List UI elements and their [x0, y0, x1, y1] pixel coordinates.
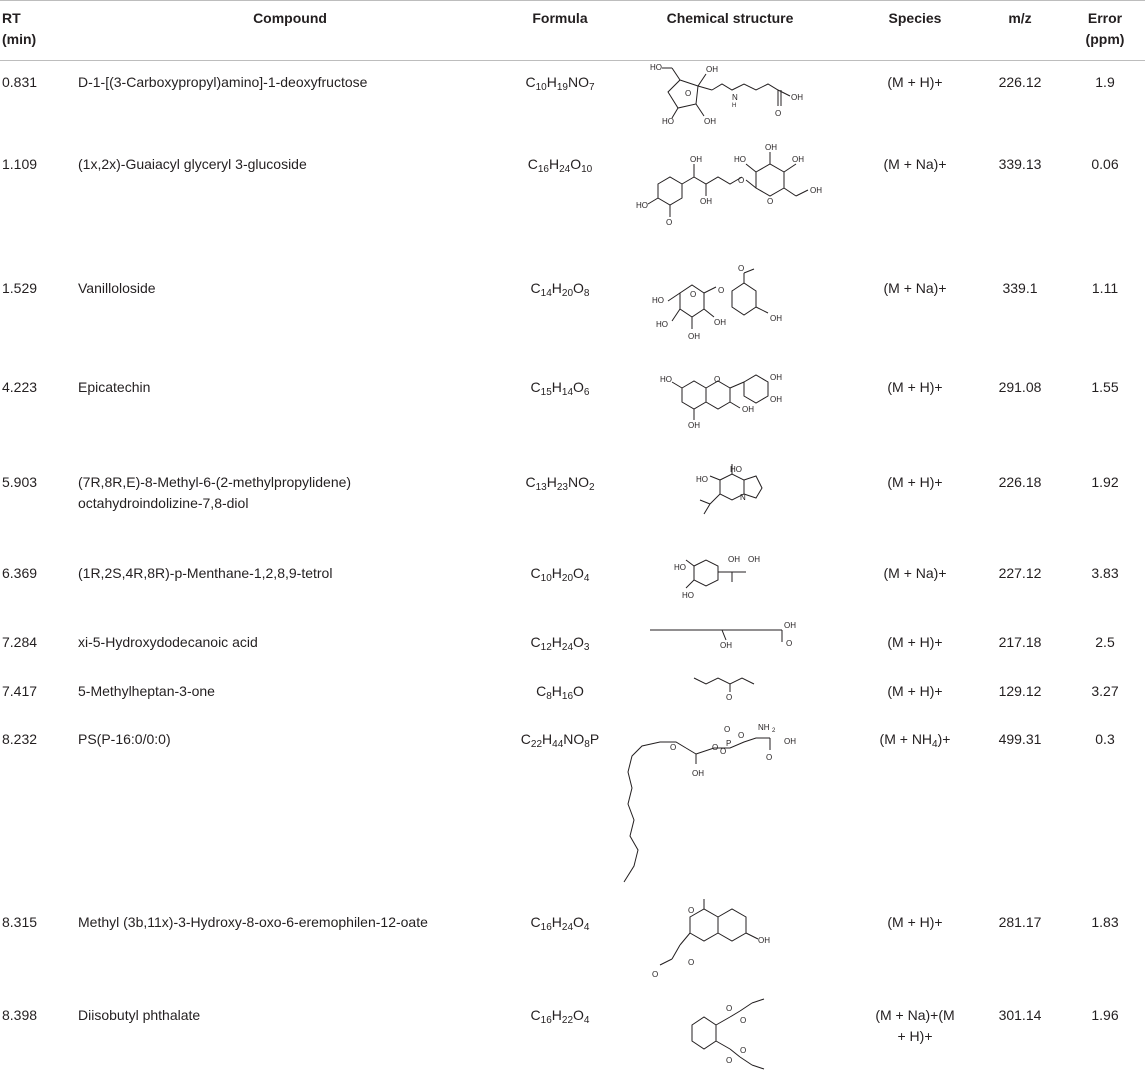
formula-part: 16	[537, 164, 549, 175]
cell-species	[860, 729, 970, 750]
cell-mz: 281.17	[998, 914, 1042, 930]
cell-species	[860, 72, 970, 93]
header-rt: RT (min)	[2, 10, 37, 47]
formula-part: H	[546, 74, 557, 90]
svg-text:O: O	[726, 693, 733, 702]
formula-part: H	[546, 474, 557, 490]
formula-part: (M + H)+	[887, 74, 943, 90]
svg-text:O: O	[690, 290, 697, 299]
cell-error: 0.3	[1095, 731, 1115, 747]
header-error: Error (ppm)	[1085, 10, 1125, 47]
cell-compound	[78, 681, 215, 702]
formula-part: 8	[583, 288, 590, 299]
cell-error: 2.5	[1095, 634, 1115, 650]
svg-text:OH: OH	[688, 421, 700, 430]
formula-part: O	[573, 379, 584, 395]
formula-part: C	[527, 156, 538, 172]
svg-text:O: O	[740, 1046, 747, 1055]
svg-text:HO: HO	[656, 320, 668, 329]
cell-species	[860, 912, 970, 933]
formula-part: O	[570, 156, 582, 172]
svg-text:O: O	[738, 176, 745, 185]
svg-text:OH: OH	[792, 155, 804, 164]
svg-text:OH: OH	[692, 769, 704, 778]
cell-mz: 226.18	[998, 474, 1042, 490]
cell-formula	[495, 278, 625, 299]
svg-text:OH: OH	[706, 65, 718, 74]
formula-part: 19	[556, 82, 568, 93]
cell-compound	[78, 377, 150, 398]
svg-text:NH: NH	[758, 723, 770, 732]
formula-part: 13	[535, 482, 547, 493]
formula-part: 14	[540, 288, 552, 299]
svg-text:OH: OH	[728, 555, 740, 564]
formula-part: (M + H)+	[887, 914, 943, 930]
formula-part: C	[520, 731, 531, 747]
svg-text:OH: OH	[714, 318, 726, 327]
formula-part: C	[536, 683, 547, 699]
formula-part: (M + NH	[879, 731, 933, 747]
cell-formula	[495, 72, 625, 93]
formula-part: 24	[561, 642, 574, 653]
cell-species	[860, 472, 970, 493]
formula-part: )+	[937, 731, 951, 747]
cell-compound	[78, 729, 171, 750]
structure-row-5	[690, 460, 810, 530]
svg-text:HO: HO	[696, 475, 708, 484]
structure-row-7	[648, 620, 818, 660]
formula-part: 4	[583, 1015, 590, 1026]
formula-part: 20	[561, 573, 574, 584]
svg-text:HO: HO	[662, 117, 674, 126]
compound-line: xi-5-Hydroxydodecanoic acid	[78, 634, 258, 650]
formula-part: H	[551, 379, 562, 395]
formula-part: 14	[561, 387, 574, 398]
formula-part: O	[573, 565, 584, 581]
compound-line: Vanilloloside	[78, 280, 156, 296]
compound-line: PS(P-16:0/0:0)	[78, 731, 171, 747]
cell-mz: 129.12	[998, 683, 1042, 699]
cell-formula	[495, 154, 625, 175]
cell-rt: 8.398	[2, 1007, 38, 1023]
compound-line: D-1-[(3-Carboxypropyl)amino]-1-deoxyfructose	[78, 74, 368, 90]
svg-text:OH: OH	[758, 936, 770, 945]
formula-part: C	[525, 74, 536, 90]
svg-text:OH: OH	[690, 155, 702, 164]
svg-text:HO: HO	[682, 591, 694, 600]
formula-part: 2	[588, 482, 595, 493]
svg-text:O: O	[738, 264, 745, 273]
formula-part: H	[551, 634, 562, 650]
top-rule	[0, 0, 1145, 1]
svg-text:P: P	[726, 739, 732, 748]
formula-part: 8	[546, 691, 552, 702]
formula-part: H	[548, 156, 560, 172]
svg-text:O: O	[666, 218, 673, 227]
svg-text:HO: HO	[734, 155, 746, 164]
formula-part: (M + Na)+	[883, 565, 947, 581]
cell-rt: 7.417	[2, 683, 38, 699]
formula-part: 3	[583, 642, 590, 653]
cell-mz: 217.18	[998, 634, 1042, 650]
svg-text:H: H	[732, 103, 737, 109]
species-line: + H)+	[897, 1028, 933, 1044]
svg-text:OH: OH	[770, 395, 782, 404]
formula-part: O	[573, 683, 584, 699]
formula-part: 20	[561, 288, 574, 299]
compound-line: 5-Methylheptan-3-one	[78, 683, 215, 699]
compound-line: Methyl (3b,11x)-3-Hydroxy-8-oxo-6-eremophilen-12-oate	[78, 914, 428, 930]
cell-compound	[78, 1005, 200, 1026]
cell-compound	[78, 912, 428, 933]
cell-rt: 5.903	[2, 474, 38, 490]
formula-part: 22	[561, 1015, 574, 1026]
cell-compound	[78, 154, 307, 175]
structure-row-2	[636, 142, 846, 237]
cell-error: 1.55	[1091, 379, 1119, 395]
svg-text:OH: OH	[791, 93, 803, 102]
formula-part: C	[530, 379, 541, 395]
formula-part: H	[551, 914, 562, 930]
cell-rt: 4.223	[2, 379, 38, 395]
formula-part: O	[573, 914, 584, 930]
formula-part: 12	[540, 642, 552, 653]
formula-part: NO	[563, 731, 585, 747]
header-compound: Compound	[253, 10, 327, 26]
cell-mz: 339.1	[1002, 280, 1038, 296]
compound-line: Epicatechin	[78, 379, 151, 395]
header-mz: m/z	[1008, 10, 1032, 26]
svg-text:HO: HO	[730, 465, 742, 474]
cell-formula	[495, 632, 625, 653]
svg-text:HO: HO	[636, 201, 648, 210]
svg-text:OH: OH	[810, 186, 822, 195]
formula-part: (M + H)+	[887, 379, 943, 395]
svg-text:OH: OH	[688, 332, 700, 341]
svg-text:O: O	[766, 753, 773, 762]
compound-line: Diisobutyl phthalate	[78, 1007, 201, 1023]
svg-text:O: O	[775, 109, 782, 118]
formula-part: H	[542, 731, 553, 747]
svg-text:O: O	[767, 197, 774, 206]
svg-text:OH: OH	[742, 405, 754, 414]
cell-rt: 1.529	[2, 280, 38, 296]
cell-error: 3.27	[1091, 683, 1119, 699]
svg-text:O: O	[726, 1056, 733, 1065]
svg-text:O: O	[724, 725, 731, 734]
svg-text:OH: OH	[720, 641, 732, 650]
cell-formula	[495, 912, 625, 933]
formula-part: 8	[584, 739, 590, 750]
header-formula: Formula	[532, 10, 588, 26]
formula-part: NO	[567, 474, 589, 490]
svg-text:O: O	[712, 743, 719, 752]
formula-part: 4	[583, 922, 590, 933]
formula-part: O	[573, 280, 584, 296]
formula-part: C	[530, 565, 541, 581]
formula-part: (M + H)+	[887, 683, 943, 699]
structure-row-4	[660, 370, 820, 440]
svg-text:O: O	[670, 743, 677, 752]
cell-error: 3.83	[1091, 565, 1119, 581]
svg-text:O: O	[738, 731, 745, 740]
cell-species	[860, 681, 970, 702]
cell-compound	[78, 72, 367, 93]
svg-text:N: N	[732, 93, 738, 102]
cell-compound	[78, 472, 351, 514]
cell-species	[860, 1005, 970, 1047]
svg-text:OH: OH	[770, 373, 782, 382]
svg-text:OH: OH	[765, 143, 777, 152]
svg-text:OH: OH	[784, 621, 796, 630]
svg-text:O: O	[688, 906, 695, 915]
cell-rt: 8.232	[2, 731, 38, 747]
svg-text:OH: OH	[784, 737, 796, 746]
formula-part: H	[551, 1007, 562, 1023]
svg-text:OH: OH	[704, 117, 716, 126]
cell-species	[860, 632, 970, 653]
formula-part: C	[530, 634, 541, 650]
formula-part: (M + Na)+	[883, 156, 947, 172]
formula-part: (M + H)+	[887, 634, 943, 650]
cell-error: 1.83	[1091, 914, 1119, 930]
svg-text:N: N	[740, 493, 746, 502]
formula-part: 4	[932, 739, 938, 750]
formula-part: C	[530, 914, 541, 930]
cell-formula	[495, 729, 625, 750]
species-line: (M + Na)+(M	[875, 1007, 955, 1023]
cell-error: 1.92	[1091, 474, 1119, 490]
svg-text:O: O	[714, 375, 721, 384]
cell-species	[860, 154, 970, 175]
compound-line: (7R,8R,E)-8-Methyl-6-(2-methylpropylidene)	[78, 474, 352, 490]
cell-mz: 499.31	[998, 731, 1042, 747]
formula-part: O	[573, 634, 584, 650]
structure-row-11	[680, 995, 800, 1075]
svg-text:OH: OH	[770, 314, 782, 323]
cell-formula	[495, 563, 625, 584]
header-chemical-structure: Chemical structure	[666, 10, 794, 26]
cell-rt: 8.315	[2, 914, 38, 930]
svg-text:OH: OH	[700, 197, 712, 206]
formula-part: 22	[530, 739, 543, 750]
structure-row-9	[620, 724, 850, 886]
structure-row-3	[650, 265, 800, 355]
svg-text:OH: OH	[748, 555, 760, 564]
svg-text:O: O	[740, 1016, 747, 1025]
svg-text:HO: HO	[674, 563, 686, 572]
cell-rt: 1.109	[2, 156, 38, 172]
compound-line: octahydroindolizine-7,8-diol	[78, 495, 249, 511]
svg-text:O: O	[726, 1004, 733, 1013]
cell-mz: 291.08	[998, 379, 1042, 395]
formula-part: H	[551, 565, 562, 581]
formula-part: H	[551, 683, 562, 699]
cell-error: 0.06	[1091, 156, 1119, 172]
cell-compound	[78, 278, 156, 299]
formula-part: 7	[588, 82, 595, 93]
header-rule	[0, 60, 1145, 61]
svg-text:HO: HO	[660, 375, 672, 384]
compound-line: (1R,2S,4R,8R)-p-Menthane-1,2,8,9-tetrol	[78, 565, 333, 581]
structure-row-10	[650, 895, 800, 980]
formula-part: 16	[540, 1015, 552, 1026]
svg-text:O: O	[688, 958, 695, 967]
svg-text:O: O	[720, 747, 727, 756]
cell-mz: 339.13	[998, 156, 1042, 172]
formula-part: 6	[583, 387, 590, 398]
formula-part: H	[551, 280, 562, 296]
formula-part: C	[530, 1007, 541, 1023]
formula-part: C	[525, 474, 536, 490]
cell-rt: 6.369	[2, 565, 38, 581]
formula-part: 10	[581, 164, 593, 175]
formula-part: 24	[559, 164, 571, 175]
cell-error: 1.9	[1095, 74, 1115, 90]
svg-text:O: O	[652, 970, 659, 979]
cell-species	[860, 563, 970, 584]
cell-formula	[495, 1005, 625, 1026]
cell-mz: 227.12	[998, 565, 1042, 581]
cell-rt: 0.831	[2, 74, 38, 90]
cell-mz: 226.12	[998, 74, 1042, 90]
cell-compound	[78, 632, 258, 653]
cell-error: 1.96	[1091, 1007, 1119, 1023]
cell-species	[860, 278, 970, 299]
cell-formula	[495, 681, 625, 702]
svg-text:O: O	[718, 286, 725, 295]
svg-text:O: O	[685, 89, 692, 98]
cell-species	[860, 377, 970, 398]
cell-formula	[495, 377, 625, 398]
cell-compound	[78, 563, 332, 584]
formula-part: 16	[561, 691, 574, 702]
header-species: Species	[888, 10, 942, 26]
cell-mz: 301.14	[998, 1007, 1042, 1023]
formula-part: 15	[540, 387, 552, 398]
structure-row-6	[670, 552, 800, 607]
formula-part: P	[589, 731, 600, 747]
svg-text:HO: HO	[650, 63, 662, 72]
svg-text:HO: HO	[652, 296, 664, 305]
formula-part: (M + H)+	[887, 474, 943, 490]
formula-part: 4	[583, 573, 590, 584]
structure-row-1	[650, 62, 850, 127]
formula-part: NO	[567, 74, 589, 90]
formula-part: (M + Na)+	[883, 280, 947, 296]
formula-part: 10	[540, 573, 552, 584]
formula-part: 16	[540, 922, 552, 933]
formula-part: 24	[561, 922, 574, 933]
compound-line: (1x,2x)-Guaiacyl glyceryl 3-glucoside	[78, 156, 307, 172]
cell-error: 1.11	[1091, 280, 1119, 296]
cell-formula	[495, 472, 625, 493]
formula-part: 10	[535, 82, 547, 93]
svg-text:2: 2	[772, 728, 776, 734]
svg-text:O: O	[786, 639, 793, 648]
formula-part: 23	[556, 482, 568, 493]
formula-part: O	[573, 1007, 584, 1023]
formula-part: 44	[552, 739, 564, 750]
structure-row-8	[690, 672, 780, 702]
cell-rt: 7.284	[2, 634, 38, 650]
formula-part: C	[530, 280, 541, 296]
